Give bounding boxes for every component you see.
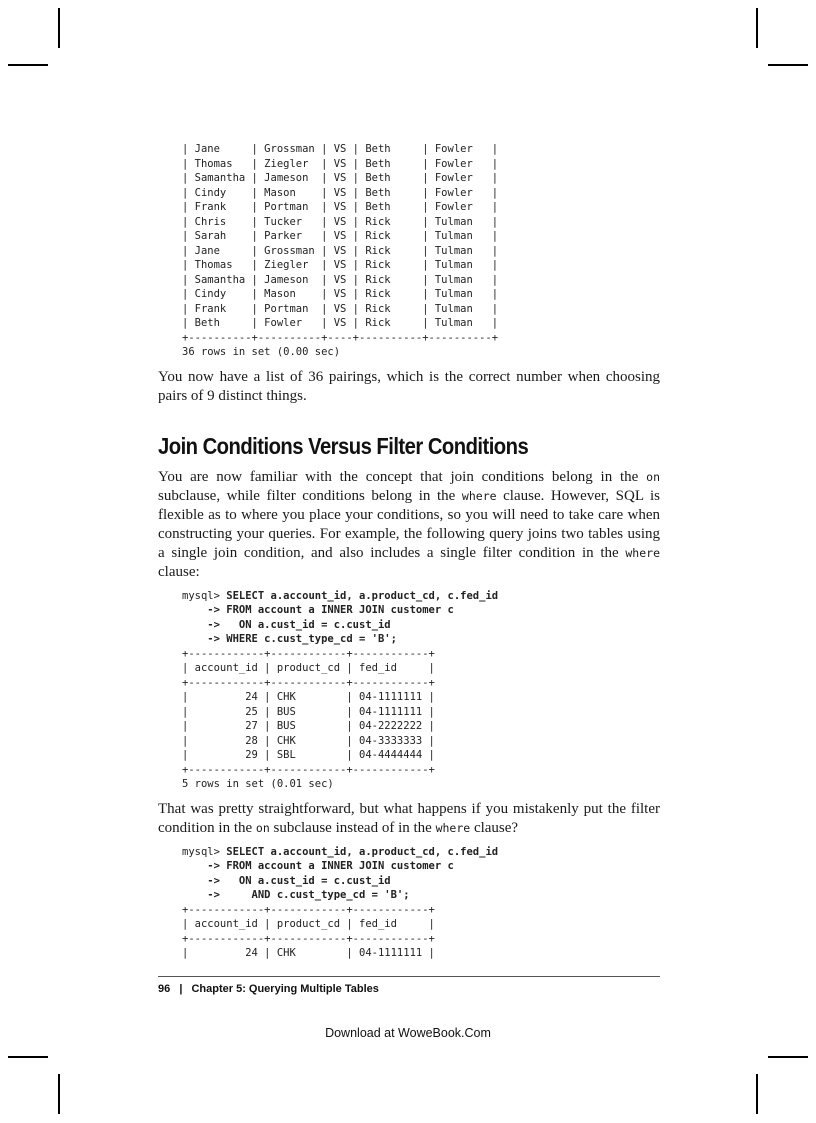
table-header: | account_id | product_cd | fed_id | xyxy=(182,662,435,674)
table-row: | 28 | CHK | 04-3333333 | xyxy=(182,734,435,747)
table-row: | 27 | BUS | 04-2222222 | xyxy=(182,720,435,732)
crop-mark xyxy=(756,8,758,48)
page-number: 96 xyxy=(158,983,171,995)
section-heading: Join Conditions Versus Filter Conditions xyxy=(158,432,529,459)
table-row: | Thomas | Ziegler | VS | Rick | Tulman | xyxy=(182,259,499,271)
text-span: That was pretty straightforward, but what happens if you mistakenly put the filter condition in the xyxy=(158,800,660,836)
table-row: | Sarah | Parker | VS | Rick | Tulman | xyxy=(182,230,499,242)
table-row: | Frank | Portman | VS | Rick | Tulman | xyxy=(182,302,499,315)
download-note: Download at WoweBook.Com xyxy=(325,1026,491,1040)
table-border: +------------+------------+------------+ xyxy=(182,676,435,689)
table-border: +------------+------------+------------+ xyxy=(182,763,435,776)
code-line: -> WHERE c.cust_type_cd = 'B'; xyxy=(182,633,397,645)
chapter-title: Chapter 5: Querying Multiple Tables xyxy=(191,983,379,995)
table-row: | Thomas | Ziegler | VS | Beth | Fowler | xyxy=(182,157,499,170)
table-row: | Chris | Tucker | VS | Rick | Tulman | xyxy=(182,215,499,228)
inline-code: on xyxy=(646,469,660,484)
inline-code: where xyxy=(461,488,497,503)
crop-mark xyxy=(768,1056,808,1058)
crop-mark xyxy=(58,8,60,48)
sql-text: SELECT a.account_id, a.product_cd, c.fed_id xyxy=(226,589,499,602)
footer-rule xyxy=(158,976,660,977)
code-line xyxy=(182,589,660,604)
table-row: | 24 | CHK | 04-1111111 | xyxy=(182,947,435,959)
code-line: -> FROM account a INNER JOIN customer c xyxy=(182,604,454,616)
mysql-prompt: mysql> xyxy=(182,589,227,602)
crop-mark xyxy=(8,64,48,66)
result-summary: 36 rows in set (0.00 sec) xyxy=(182,346,341,358)
footer-separator: | xyxy=(179,983,183,995)
text-span: clause. However, SQL is flexible as to where you place your conditions, so you will need to take care when constructing your queries. For example, the following query joins two tables using a single join condition, and also includes a single filter condition in the xyxy=(158,487,661,561)
inline-code: where xyxy=(435,820,471,835)
text-span: clause? xyxy=(470,819,519,836)
inline-code: on xyxy=(255,820,270,835)
paragraph-mistake xyxy=(158,800,660,838)
code-block-query2 xyxy=(158,845,660,961)
table-row: | 25 | BUS | 04-1111111 | xyxy=(182,705,435,718)
code-line xyxy=(182,618,660,633)
mysql-prompt: mysql> xyxy=(182,845,227,858)
table-border: +----------+----------+----+----------+----------+ xyxy=(182,331,499,344)
table-row: | Cindy | Mason | VS | Rick | Tulman | xyxy=(182,288,499,300)
inline-code: where xyxy=(625,545,660,560)
result-table-top xyxy=(158,142,660,360)
code-line: -> AND c.cust_type_cd = 'B'; xyxy=(182,889,410,901)
code-block-query1 xyxy=(158,589,660,792)
crop-mark xyxy=(756,1074,758,1114)
text-span: subclause, while filter conditions belong in the xyxy=(158,487,462,504)
table-row: | 29 | SBL | 04-4444444 | xyxy=(182,749,435,761)
crop-mark xyxy=(58,1074,60,1114)
sql-text: SELECT a.account_id, a.product_cd, c.fed_id xyxy=(226,845,499,858)
table-border: +------------+------------+------------+ xyxy=(182,932,435,945)
table-row: | Cindy | Mason | VS | Beth | Fowler | xyxy=(182,186,499,199)
table-row: | Beth | Fowler | VS | Rick | Tulman | xyxy=(182,317,499,329)
paragraph-pairings: You now have a list of 36 pairings, which is the correct number when choosing pairs of 9 distinct things. xyxy=(158,368,660,404)
code-line: -> FROM account a INNER JOIN customer c xyxy=(182,860,454,872)
table-row: | Samantha | Jameson | VS | Beth | Fowler | xyxy=(182,172,499,184)
code-line xyxy=(182,845,660,860)
text-span: clause: xyxy=(158,563,200,580)
code-line: -> ON a.cust_id = c.cust_id xyxy=(182,874,391,887)
table-border: +------------+------------+------------+ xyxy=(182,903,435,916)
page-footer xyxy=(158,983,379,995)
table-border: +------------+------------+------------+ xyxy=(182,647,435,660)
text-span: subclause instead of in the xyxy=(269,819,436,836)
crop-mark xyxy=(768,64,808,66)
table-row: | Frank | Portman | VS | Beth | Fowler | xyxy=(182,201,499,213)
page-content xyxy=(158,142,660,961)
table-row: | Jane | Grossman | VS | Rick | Tulman | xyxy=(182,244,499,257)
table-row: | 24 | CHK | 04-1111111 | xyxy=(182,691,435,703)
crop-mark xyxy=(8,1056,48,1058)
text-span: You are now familiar with the concept that join conditions belong in the xyxy=(158,468,647,485)
table-row: | Jane | Grossman | VS | Beth | Fowler | xyxy=(182,143,499,155)
table-row: | Samantha | Jameson | VS | Rick | Tulman | xyxy=(182,273,499,286)
paragraph-intro xyxy=(158,468,660,582)
result-summary: 5 rows in set (0.01 sec) xyxy=(182,778,334,790)
sql-text: -> ON a.cust_id = c.cust_id xyxy=(182,618,391,631)
table-header: | account_id | product_cd | fed_id | xyxy=(182,918,435,930)
